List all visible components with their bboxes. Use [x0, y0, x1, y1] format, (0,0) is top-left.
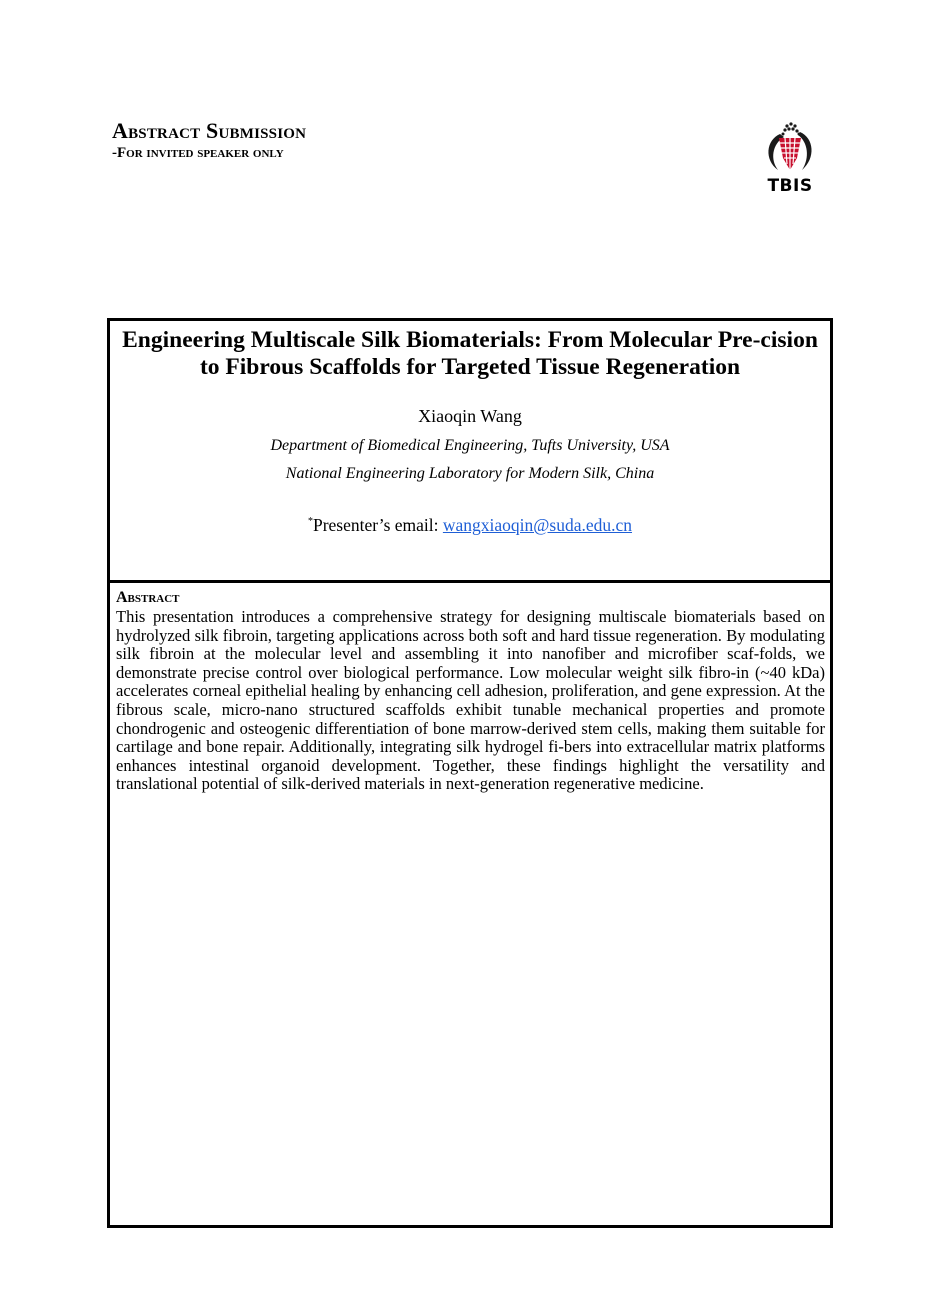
submission-title: Abstract Submission: [112, 118, 307, 143]
affiliation-1: Department of Biomedical Engineering, Tufts University, USA: [270, 437, 670, 454]
logo-text: TBIS: [767, 176, 813, 196]
email-link[interactable]: wangxiaoqin@suda.edu.cn: [442, 515, 633, 535]
tbis-logo-icon: [758, 120, 822, 176]
submission-subtitle: -For invited speaker only: [112, 145, 284, 161]
paper-title: Engineering Multiscale Silk Biomaterials: From Molecular Pre-cision to Fibrous Scaffolds for Targeted Tissue Regeneration: [122, 327, 818, 380]
abstract-body: This presentation introduces a comprehensive strategy for designing multiscale biomaterials based on hydrolyzed silk fibroin, targeting applications across both soft and hard tissue regeneration. By modulating silk fibroin at the molecular level and assembling it into nanofiber and microfiber scaf-folds, we demonstrate precise control over biological performance. Low molecular weight silk fibro-in (~40 kDa) accelerates corneal epithelial healing by enhancing cell adhesion, proliferation, and gene expression. At the fibrous scale, micro-nano structured scaffolds exhibit tunable mechanical properties and promote chondrogenic and osteogenic differentiation of bone marrow-derived stem cells, making them suitable for cartilage and bone repair. Additionally, integrating silk hydrogel fi-bers into extracellular matrix platforms enhances intestinal organoid development. Together, these findings highlight the versatility and translational potential of silk-derived materials in next-generation regenerative medicine.: [116, 607, 825, 794]
title-box: [107, 318, 833, 583]
presenter-email-line: [110, 511, 830, 536]
email-marker: *: [307, 516, 313, 527]
tbis-logo: [758, 120, 822, 198]
email-label: Presenter’s email:: [312, 515, 443, 535]
author-name: Xiaoqin Wang: [418, 406, 522, 426]
affiliation-2: National Engineering Laboratory for Modern Silk, China: [285, 465, 655, 482]
abstract-heading: Abstract: [116, 589, 180, 606]
abstract-box: [107, 580, 833, 1228]
